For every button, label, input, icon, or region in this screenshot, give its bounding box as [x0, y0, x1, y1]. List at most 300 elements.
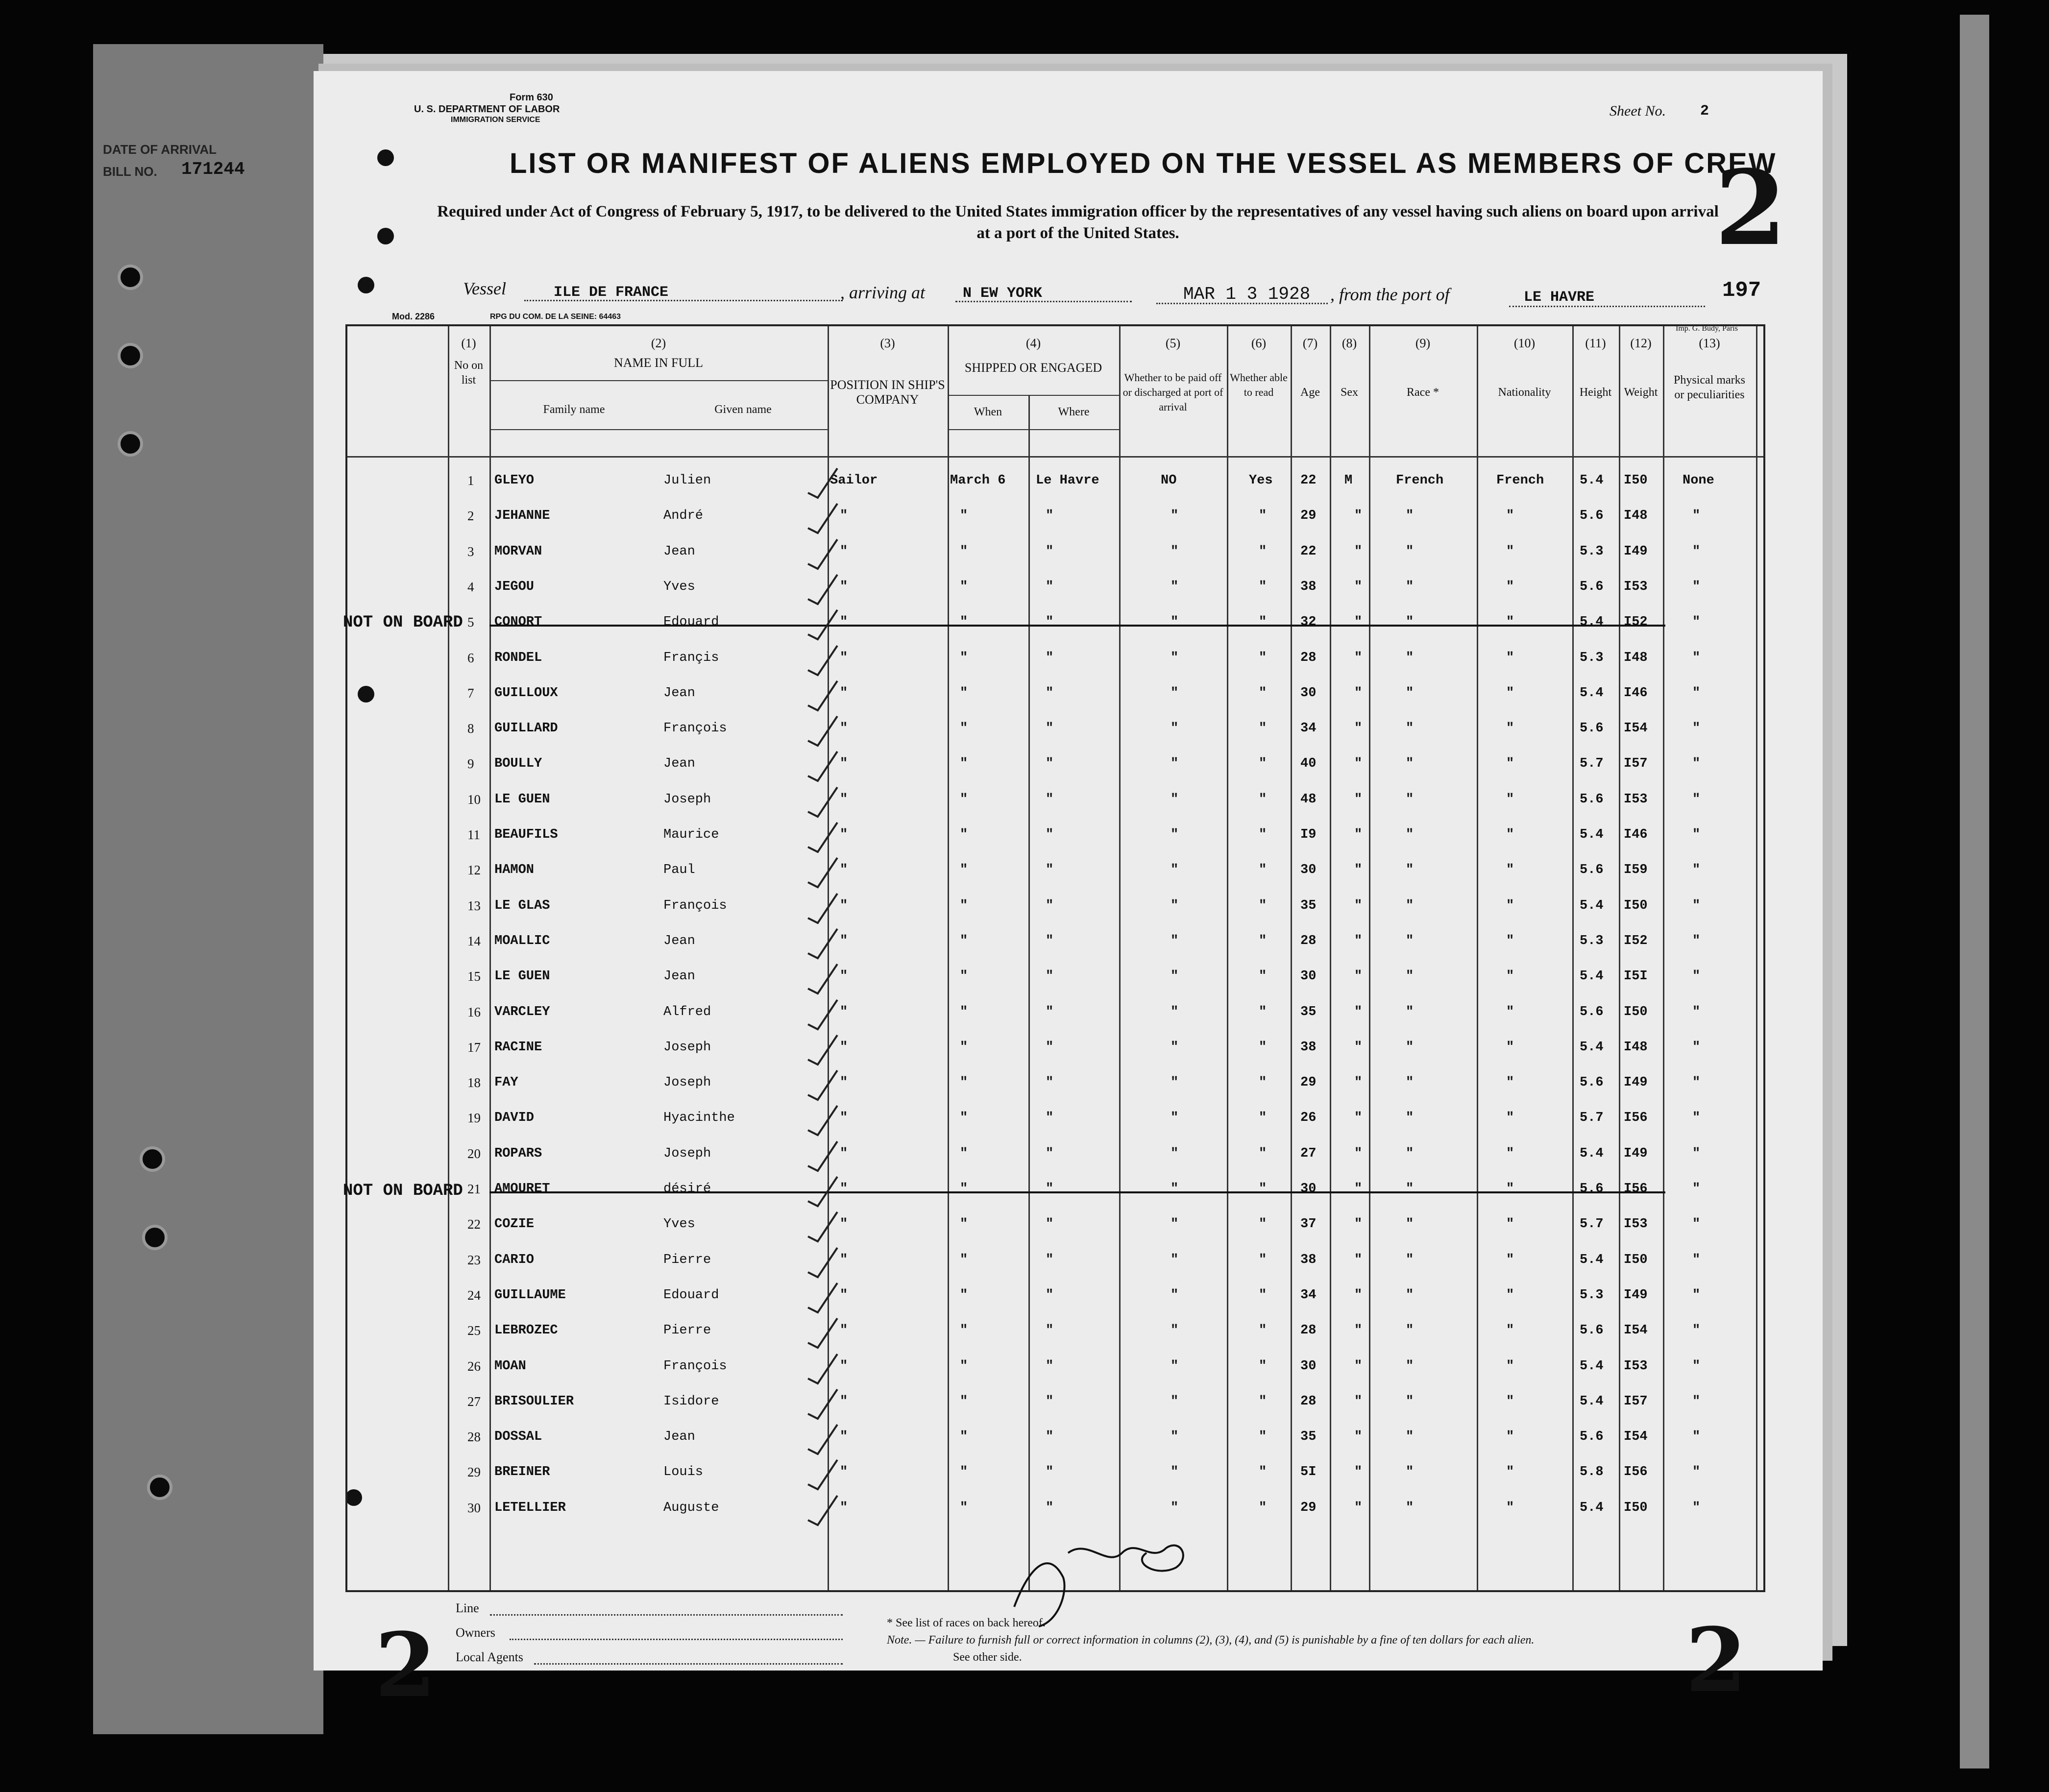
paid-off-cell: "	[1171, 579, 1179, 594]
weight-cell: I49	[1624, 544, 1648, 559]
given-name-cell: André	[663, 509, 704, 524]
crew-table	[345, 324, 1765, 1592]
age-cell: 27	[1300, 1146, 1317, 1161]
paid-off-cell: "	[1171, 650, 1179, 665]
height-cell: 5.3	[1580, 650, 1604, 665]
position-cell: "	[840, 650, 848, 665]
given-name-cell: François	[663, 1358, 727, 1374]
strike-line	[489, 625, 1665, 627]
sex-cell: "	[1354, 1146, 1363, 1161]
race-cell: "	[1406, 1146, 1414, 1161]
able-to-read-cell: "	[1259, 509, 1267, 524]
age-cell: 29	[1300, 509, 1317, 524]
arriving-label: , arriving at	[840, 283, 926, 302]
paid-off-cell: "	[1171, 721, 1179, 736]
col2-number: (2)	[651, 336, 666, 350]
nationality-cell: "	[1506, 1075, 1514, 1090]
weight-cell: I49	[1624, 1075, 1648, 1090]
position-cell: "	[840, 1287, 848, 1303]
shipped-where-cell: "	[1046, 1075, 1054, 1090]
shipped-where-cell: "	[1046, 863, 1054, 878]
height-cell: 5.7	[1580, 1111, 1604, 1126]
col5-header: Whether to be paid off or discharged at port of arrival	[1122, 371, 1223, 413]
shipped-where-cell: "	[1046, 1500, 1054, 1515]
punch-hole	[118, 265, 143, 290]
position-cell: "	[840, 1323, 848, 1338]
given-name-cell: Isidore	[663, 1394, 719, 1409]
sex-cell: "	[1354, 933, 1363, 948]
age-cell: 34	[1300, 1287, 1317, 1303]
physical-marks-cell: "	[1692, 1465, 1701, 1480]
able-to-read-cell: "	[1259, 1465, 1267, 1480]
race-cell: "	[1406, 792, 1414, 807]
nationality-cell: "	[1506, 863, 1514, 878]
able-to-read-cell: "	[1259, 792, 1267, 807]
shipped-when-cell: "	[960, 544, 968, 559]
able-to-read-cell: "	[1259, 898, 1267, 913]
position-cell: "	[840, 1358, 848, 1374]
check-mark-icon	[803, 995, 842, 1034]
check-mark-icon	[803, 1420, 842, 1459]
paid-off-cell: "	[1171, 827, 1179, 842]
height-cell: 5.4	[1580, 827, 1604, 842]
race-cell: "	[1406, 1465, 1414, 1480]
shipped-where-cell: "	[1046, 1146, 1054, 1161]
able-to-read-cell: "	[1259, 1252, 1267, 1267]
shipped-where-cell: "	[1046, 969, 1054, 984]
height-cell: 5.4	[1580, 685, 1604, 701]
shipped-where-cell: "	[1046, 1323, 1054, 1338]
sex-cell: "	[1354, 792, 1363, 807]
paid-off-cell: "	[1171, 1500, 1179, 1515]
shipped-when-cell: "	[960, 509, 968, 524]
able-to-read-cell: "	[1259, 756, 1267, 772]
col5-number: (5)	[1165, 336, 1181, 350]
given-name-cell: François	[663, 898, 727, 913]
nationality-cell: "	[1506, 1252, 1514, 1267]
given-name-cell: Jean	[663, 544, 695, 559]
row-number-cell: 24	[467, 1287, 481, 1303]
sex-cell: "	[1354, 1500, 1363, 1515]
race-cell: "	[1406, 1394, 1414, 1409]
owners-label: Owners	[456, 1625, 495, 1640]
bill-label: BILL NO.	[103, 164, 157, 179]
able-to-read-cell: "	[1259, 863, 1267, 878]
rpg-number: RPG DU COM. DE LA SEINE: 64463	[490, 313, 621, 321]
shipped-when-cell: "	[960, 1465, 968, 1480]
col4-header: SHIPPED OR ENGAGED	[964, 361, 1102, 375]
weight-cell: I54	[1624, 721, 1648, 736]
paid-off-cell: "	[1171, 1323, 1179, 1338]
given-name-cell: Joseph	[663, 1146, 711, 1161]
check-mark-icon	[803, 747, 842, 786]
able-to-read-cell: "	[1259, 1429, 1267, 1445]
physical-marks-cell: "	[1692, 1252, 1701, 1267]
shipped-where-cell: "	[1046, 756, 1054, 772]
physical-marks-cell: "	[1692, 1287, 1701, 1303]
check-mark-icon	[803, 534, 842, 574]
family-name-cell: LEBROZEC	[494, 1323, 558, 1338]
height-cell: 5.6	[1580, 863, 1604, 878]
shipped-where-cell: "	[1046, 1465, 1054, 1480]
bill-number: 171244	[181, 159, 245, 179]
sex-cell: "	[1354, 544, 1363, 559]
age-cell: 35	[1300, 898, 1317, 913]
paid-off-cell: "	[1171, 1429, 1179, 1445]
shipped-when-cell: "	[960, 1287, 968, 1303]
age-cell: 28	[1300, 1394, 1317, 1409]
sheet-number: 2	[1700, 103, 1709, 120]
shipped-where-cell: "	[1046, 1429, 1054, 1445]
not-on-board-stamp: NOT ON BOARD	[343, 1182, 463, 1200]
name-underline	[489, 429, 828, 430]
family-name-cell: MOAN	[494, 1358, 526, 1374]
nationality-cell: "	[1506, 1358, 1514, 1374]
given-name-cell: Pierre	[663, 1252, 711, 1267]
column-divider	[1028, 395, 1030, 1590]
race-cell: "	[1406, 756, 1414, 772]
dotted-line	[490, 1614, 843, 1616]
check-mark-icon	[803, 1101, 842, 1140]
shipped-where-cell: "	[1046, 1182, 1054, 1196]
shipped-where-cell: "	[1046, 1040, 1054, 1055]
able-to-read-cell: "	[1259, 1358, 1267, 1374]
height-cell: 5.7	[1580, 1217, 1604, 1232]
col1-number: (1)	[461, 336, 476, 350]
sex-cell: "	[1354, 579, 1363, 594]
nationality-cell: "	[1506, 1394, 1514, 1409]
check-mark-icon	[803, 889, 842, 928]
height-cell: 5.6	[1580, 1004, 1604, 1019]
shipped-where-cell: "	[1046, 1217, 1054, 1232]
sex-cell: "	[1354, 827, 1363, 842]
position-cell: "	[840, 898, 848, 913]
physical-marks-cell: "	[1692, 933, 1701, 948]
dotted-line	[1509, 306, 1705, 307]
line-label: Line	[456, 1601, 479, 1615]
shipped-when-cell: "	[960, 1323, 968, 1338]
weight-cell: I56	[1624, 1182, 1648, 1196]
check-mark-icon	[803, 463, 842, 503]
age-cell: 30	[1300, 685, 1317, 701]
nationality-cell: "	[1506, 650, 1514, 665]
column-divider	[1119, 326, 1121, 1590]
age-cell: 30	[1300, 1182, 1317, 1196]
physical-marks-cell: "	[1692, 615, 1701, 630]
position-cell: "	[840, 1500, 848, 1515]
position-cell: "	[840, 1217, 848, 1232]
height-cell: 5.6	[1580, 509, 1604, 524]
height-cell: 5.3	[1580, 1287, 1604, 1303]
weight-cell: I50	[1624, 1500, 1648, 1515]
check-mark-icon	[803, 853, 842, 892]
physical-marks-cell: "	[1692, 1429, 1701, 1445]
given-name-cell: Yves	[663, 579, 695, 594]
height-cell: 5.6	[1580, 792, 1604, 807]
nationality-cell: "	[1506, 615, 1514, 630]
punch-hole	[358, 277, 374, 293]
sex-cell: "	[1354, 863, 1363, 878]
age-cell: 28	[1300, 1323, 1317, 1338]
paid-off-cell: "	[1171, 1040, 1179, 1055]
name-subheader-line	[489, 380, 828, 381]
family-name-cell: BRISOULIER	[494, 1394, 574, 1409]
not-on-board-stamp: NOT ON BOARD	[343, 613, 463, 632]
sex-cell: "	[1354, 1252, 1363, 1267]
check-mark-icon	[803, 1172, 842, 1211]
shipped-when-cell: "	[960, 1217, 968, 1232]
position-cell: "	[840, 615, 848, 630]
check-mark-icon	[803, 1491, 842, 1530]
row-number-cell: 9	[467, 756, 474, 772]
col11-number: (11)	[1585, 336, 1606, 350]
paid-off-cell: "	[1171, 1217, 1179, 1232]
column-divider	[1330, 326, 1331, 1590]
weight-cell: I48	[1624, 1040, 1648, 1055]
weight-cell: I48	[1624, 650, 1648, 665]
position-cell: "	[840, 544, 848, 559]
nationality-cell: "	[1506, 1465, 1514, 1480]
when-header: When	[974, 406, 1002, 418]
race-cell: "	[1406, 1429, 1414, 1445]
shipped-when-cell: "	[960, 721, 968, 736]
shipped-when-cell: "	[960, 933, 968, 948]
row-number-cell: 3	[467, 544, 474, 559]
race-cell: "	[1406, 969, 1414, 984]
family-name-cell: BEAUFILS	[494, 827, 558, 842]
nationality-cell: "	[1506, 544, 1514, 559]
row-number-cell: 19	[467, 1111, 481, 1126]
given-name-cell: François	[663, 721, 727, 736]
weight-cell: I57	[1624, 1394, 1648, 1409]
shipped-when-cell: "	[960, 685, 968, 701]
position-cell: "	[840, 579, 848, 594]
column-divider	[1227, 326, 1228, 1590]
height-cell: 5.8	[1580, 1465, 1604, 1480]
where-header: Where	[1058, 406, 1090, 418]
shipped-where-cell: "	[1046, 509, 1054, 524]
sex-cell: "	[1354, 898, 1363, 913]
height-cell: 5.3	[1580, 933, 1604, 948]
nationality-cell: "	[1506, 792, 1514, 807]
family-name-header: Family name	[543, 403, 605, 416]
physical-marks-cell: "	[1692, 721, 1701, 736]
family-name-cell: RACINE	[494, 1040, 542, 1055]
race-cell: "	[1406, 898, 1414, 913]
age-cell: 38	[1300, 1040, 1317, 1055]
position-cell: "	[840, 933, 848, 948]
page-title: LIST OR MANIFEST OF ALIENS EMPLOYED ON THE VESSEL AS MEMBERS OF CREW	[510, 147, 1777, 179]
shipped-when-cell: March 6	[950, 473, 1006, 488]
age-cell: 29	[1300, 1075, 1317, 1090]
nationality-cell: "	[1506, 685, 1514, 701]
position-cell: "	[840, 1182, 848, 1196]
check-mark-icon	[803, 711, 842, 751]
given-name-cell: Jean	[663, 933, 695, 948]
sex-cell: "	[1354, 1394, 1363, 1409]
race-cell: "	[1406, 1182, 1414, 1196]
col6-number: (6)	[1251, 336, 1267, 350]
check-mark-icon	[803, 1137, 842, 1176]
row-number-cell: 5	[467, 615, 474, 630]
col3-number: (3)	[880, 336, 895, 350]
weight-cell: I53	[1624, 1358, 1648, 1374]
check-mark-icon	[803, 1030, 842, 1069]
row-number-cell: 30	[467, 1500, 481, 1515]
row-number-cell: 16	[467, 1004, 481, 1019]
date-of-arrival-label: DATE OF ARRIVAL	[103, 142, 217, 157]
row-number-cell: 29	[467, 1465, 481, 1480]
family-name-cell: VARCLEY	[494, 1004, 550, 1019]
check-mark-icon	[803, 924, 842, 963]
shipped-where-cell: "	[1046, 792, 1054, 807]
strike-line	[489, 1191, 1665, 1193]
vessel-label: Vessel	[463, 279, 506, 298]
dotted-line	[510, 1639, 843, 1640]
check-mark-icon	[803, 1384, 842, 1424]
paid-off-cell: "	[1171, 1358, 1179, 1374]
weight-cell: I49	[1624, 1287, 1648, 1303]
nationality-cell: "	[1506, 1146, 1514, 1161]
able-to-read-cell: "	[1259, 969, 1267, 984]
race-cell: "	[1406, 544, 1414, 559]
check-mark-icon	[803, 570, 842, 609]
family-name-cell: FAY	[494, 1075, 518, 1090]
sex-cell: "	[1354, 969, 1363, 984]
nationality-cell: "	[1506, 969, 1514, 984]
row-number-cell: 26	[467, 1358, 481, 1374]
nationality-cell: "	[1506, 1004, 1514, 1019]
physical-marks-cell: "	[1692, 1111, 1701, 1126]
shipped-where-cell: "	[1046, 1358, 1054, 1374]
given-name-cell: Hyacinthe	[663, 1111, 735, 1126]
shipped-when-cell: "	[960, 579, 968, 594]
paid-off-cell: "	[1171, 1287, 1179, 1303]
check-mark-icon	[803, 1066, 842, 1105]
able-to-read-cell: "	[1259, 1075, 1267, 1090]
physical-marks-cell: "	[1692, 969, 1701, 984]
weight-cell: I49	[1624, 1146, 1648, 1161]
family-name-cell: MOALLIC	[494, 933, 550, 948]
age-cell: 37	[1300, 1217, 1317, 1232]
family-name-cell: ROPARS	[494, 1146, 542, 1161]
row-number-cell: 22	[467, 1217, 481, 1232]
paid-off-cell: "	[1171, 509, 1179, 524]
weight-cell: I52	[1624, 933, 1648, 948]
sex-cell: "	[1354, 685, 1363, 701]
punch-hole	[118, 431, 143, 457]
race-cell: "	[1406, 1004, 1414, 1019]
height-cell: 5.4	[1580, 1252, 1604, 1267]
row-number-cell: 13	[467, 898, 481, 913]
position-cell: "	[840, 1394, 848, 1409]
sheet-label: Sheet No.	[1610, 103, 1666, 119]
family-name-cell: GLEYO	[494, 473, 535, 488]
nationality-cell: "	[1506, 1182, 1514, 1196]
check-mark-icon	[803, 676, 842, 715]
race-cell: "	[1406, 1358, 1414, 1374]
given-name-cell: Louis	[663, 1465, 704, 1480]
able-to-read-cell: "	[1259, 827, 1267, 842]
race-cell: "	[1406, 685, 1414, 701]
physical-marks-cell: "	[1692, 1323, 1701, 1338]
given-name-cell: Maurice	[663, 827, 719, 842]
col4-number: (4)	[1025, 336, 1041, 350]
age-cell: 26	[1300, 1111, 1317, 1126]
row-number-cell: 20	[467, 1146, 481, 1161]
nationality-cell: "	[1506, 933, 1514, 948]
race-cell: "	[1406, 1287, 1414, 1303]
nationality-cell: "	[1506, 898, 1514, 913]
mod-number: Mod. 2286	[392, 312, 435, 321]
race-cell: "	[1406, 933, 1414, 948]
local-agents-label: Local Agents	[456, 1650, 523, 1664]
race-cell: "	[1406, 827, 1414, 842]
physical-marks-cell: "	[1692, 579, 1701, 594]
position-cell: Sailor	[830, 473, 878, 488]
height-cell: 5.4	[1580, 1394, 1604, 1409]
weight-cell: I50	[1624, 473, 1648, 488]
family-name-cell: CONORT	[494, 615, 542, 630]
check-mark-icon	[803, 959, 842, 998]
given-name-cell: Alfred	[663, 1004, 711, 1019]
col13-number: (13)	[1699, 336, 1720, 350]
age-cell: 30	[1300, 863, 1317, 878]
dotted-line	[955, 301, 1132, 302]
weight-cell: I46	[1624, 685, 1648, 701]
able-to-read-cell: "	[1259, 1004, 1267, 1019]
nationality-cell: "	[1506, 1500, 1514, 1515]
paid-off-cell: "	[1171, 1182, 1179, 1196]
paid-off-cell: "	[1171, 1465, 1179, 1480]
race-cell: "	[1406, 863, 1414, 878]
physical-marks-cell: "	[1692, 827, 1701, 842]
race-cell: "	[1406, 579, 1414, 594]
position-cell: "	[840, 685, 848, 701]
nationality-cell: French	[1496, 473, 1544, 488]
age-cell: 5I	[1300, 1465, 1317, 1480]
shipped-where-cell: "	[1046, 579, 1054, 594]
physical-marks-cell: "	[1692, 898, 1701, 913]
shipped-where-cell: "	[1046, 685, 1054, 701]
shipped-subheader-line	[948, 395, 1119, 396]
height-cell: 5.6	[1580, 1075, 1604, 1090]
position-cell: "	[840, 1075, 848, 1090]
nationality-cell: "	[1506, 1287, 1514, 1303]
able-to-read-cell: "	[1259, 615, 1267, 630]
weight-cell: I53	[1624, 1217, 1648, 1232]
given-name-cell: Yves	[663, 1217, 695, 1232]
height-cell: 5.4	[1580, 473, 1604, 488]
shipped-when-cell: "	[960, 1252, 968, 1267]
shipped-where-cell: "	[1046, 1252, 1054, 1267]
col10-header: Nationality	[1498, 386, 1551, 399]
row-number-cell: 25	[467, 1323, 481, 1338]
position-cell: "	[840, 1040, 848, 1055]
col8-header: Sex	[1341, 386, 1358, 399]
given-name-cell: Jean	[663, 969, 695, 984]
shipped-where-cell: "	[1046, 721, 1054, 736]
given-name-cell: Auguste	[663, 1500, 719, 1515]
column-divider	[1291, 326, 1292, 1590]
position-cell: "	[840, 1111, 848, 1126]
family-name-cell: BOULLY	[494, 756, 542, 772]
paid-off-cell: "	[1171, 685, 1179, 701]
given-name-cell: désiré	[663, 1182, 711, 1196]
column-divider	[1477, 326, 1478, 1590]
position-cell: "	[840, 1465, 848, 1480]
age-cell: 35	[1300, 1429, 1317, 1445]
